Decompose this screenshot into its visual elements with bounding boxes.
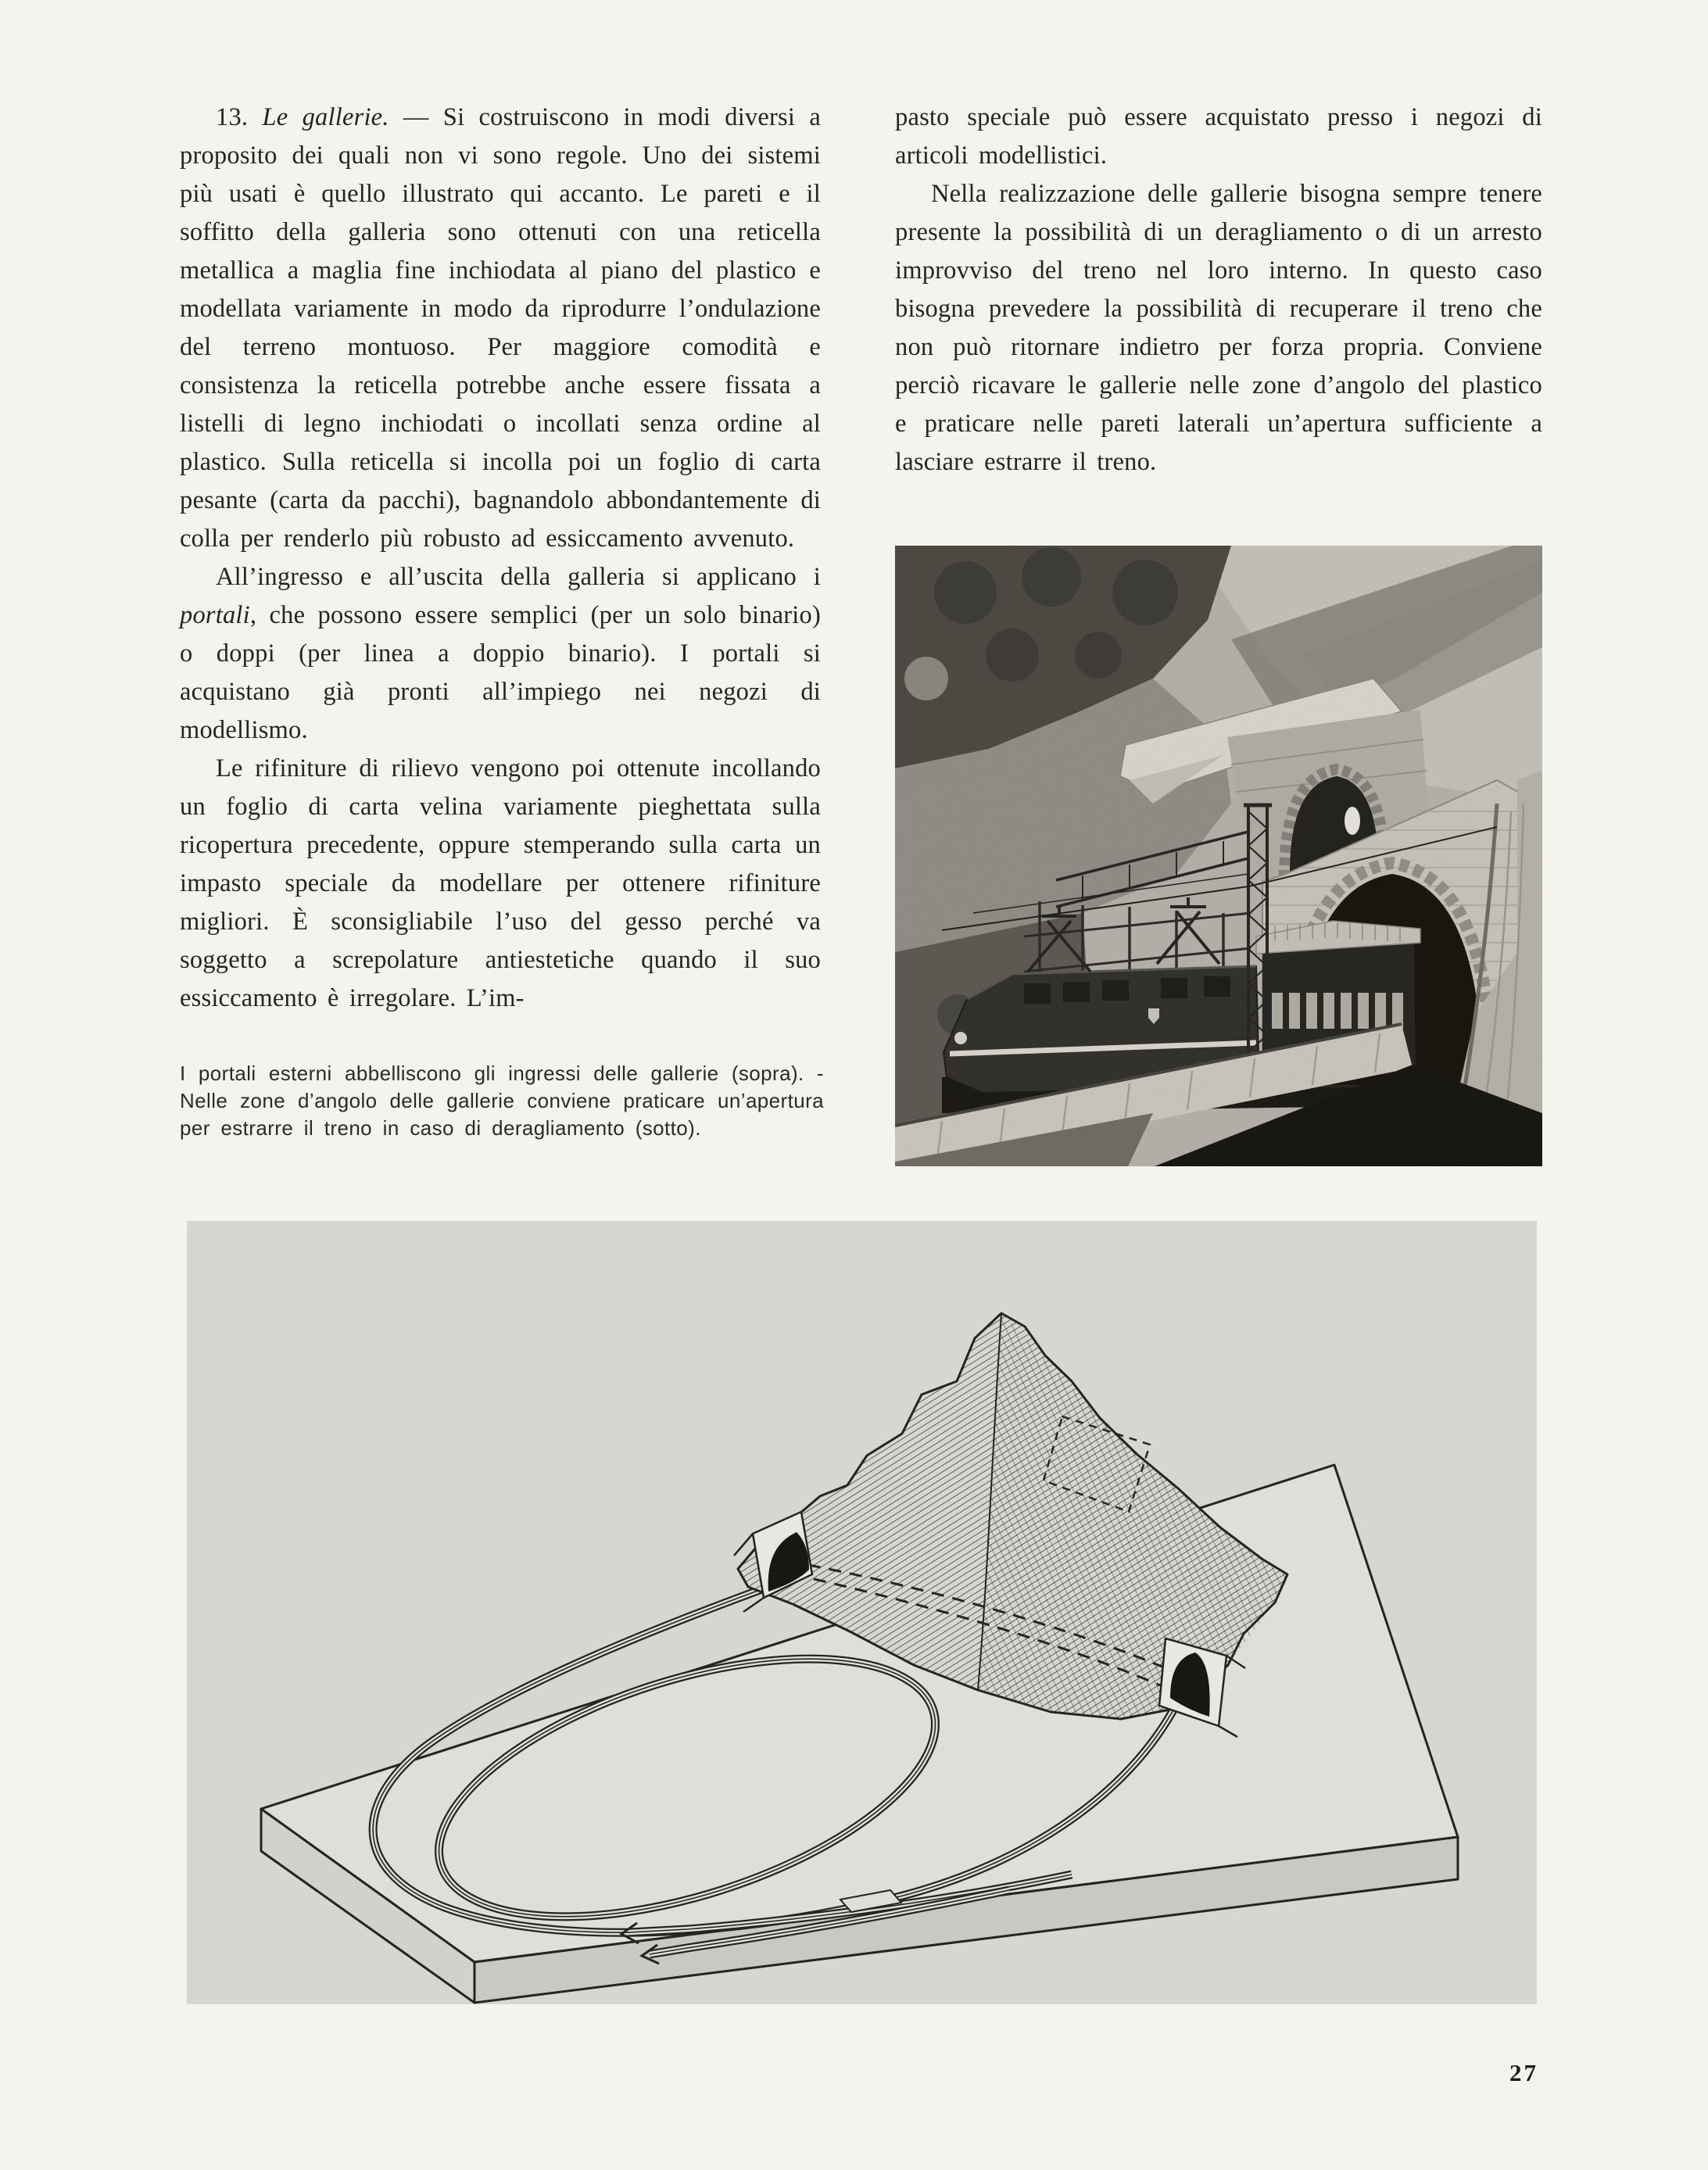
- drawing-corner-tunnel-layout-svg: [187, 1221, 1537, 2004]
- paragraph-text: Le rifiniture di rilievo vengono poi ottenute incollando un foglio di carta velina variamente pieghettata sulla ricopertura precedente, oppure stemperando sulla carta un impasto speciale da modellare per ottenere rifiniture migliori. È sconsigliabile l’uso del gesso perché va soggetto a screpolature antiestetiche quando il suo essiccamento è irregolare. L’im-: [180, 754, 821, 1012]
- photo-grain-overlay: [895, 546, 1542, 1166]
- left-column: [180, 98, 821, 1018]
- drawing-corner-tunnel-layout: [187, 1221, 1537, 2004]
- paragraph-gallerie: [180, 98, 821, 558]
- right-column: [895, 98, 1542, 482]
- paragraph-text: , che possono essere semplici (per un solo binario) o doppi (per linea a doppio binario). I portali si acquistano già pronti all’impiego nei negozi di modellismo.: [180, 601, 821, 744]
- paragraph-continuation: [895, 98, 1542, 175]
- italic-word-portali: portali: [180, 601, 250, 629]
- paragraph-text: — Si costruiscono in modi diversi a proposito dei quali non vi sono regole. Uno dei sistemi più usati è quello illustrato qui accanto. Le pareti e il soffitto della galleria sono ottenuti con una reticella metallica a maglia fine inchiodata al piano del plastico e modellata variamente in modo da riprodurre l’ondulazione del terreno montuoso. Per maggiore comodità e consistenza la reticella potrebbe anche essere fissata a listelli di legno inchiodati o incollati senza ordine al plastico. Sulla reticella si incolla poi un foglio di carta pesante (carta da pacchi), bagnandolo abbondantemente di colla per renderlo più robusto ad essiccamento avvenuto.: [180, 103, 821, 553]
- paragraph-portali: [180, 558, 821, 750]
- figure-caption: I portali esterni abbelliscono gli ingressi delle gallerie (sopra). - Nelle zone d’angolo delle gallerie conviene praticare un’apertura per estrarre il treno in caso di deragliamento (sotto).: [180, 1062, 824, 1140]
- paragraph-text: Nella realizzazione delle gallerie bisogna sempre tenere presente la possibilità di un deragliamento o di un arresto improvviso del treno nel loro interno. In questo caso bisogna prevedere la possibilità di recuperare il treno che non può ritornare indietro per forza propria. Conviene perciò ricavare le gallerie nelle zone d’angolo del plastico e praticare nelle pareti laterali un’apertura sufficiente a lasciare estrarre il treno.: [895, 180, 1542, 476]
- paragraph-text: All’ingresso e all’uscita della galleria si applicano i: [216, 563, 821, 591]
- photo-tunnel-portals: [895, 546, 1542, 1166]
- paragraph-realizzazione: [895, 175, 1542, 482]
- paragraph-text: pasto speciale può essere acquistato presso i negozi di articoli modellistici.: [895, 103, 1542, 170]
- section-number: 13.: [216, 103, 263, 131]
- section-title: Le gallerie.: [262, 103, 389, 131]
- page-number: 27: [1509, 2059, 1538, 2086]
- paragraph-rifiniture: [180, 750, 821, 1018]
- photo-tunnel-portals-svg: [895, 546, 1542, 1166]
